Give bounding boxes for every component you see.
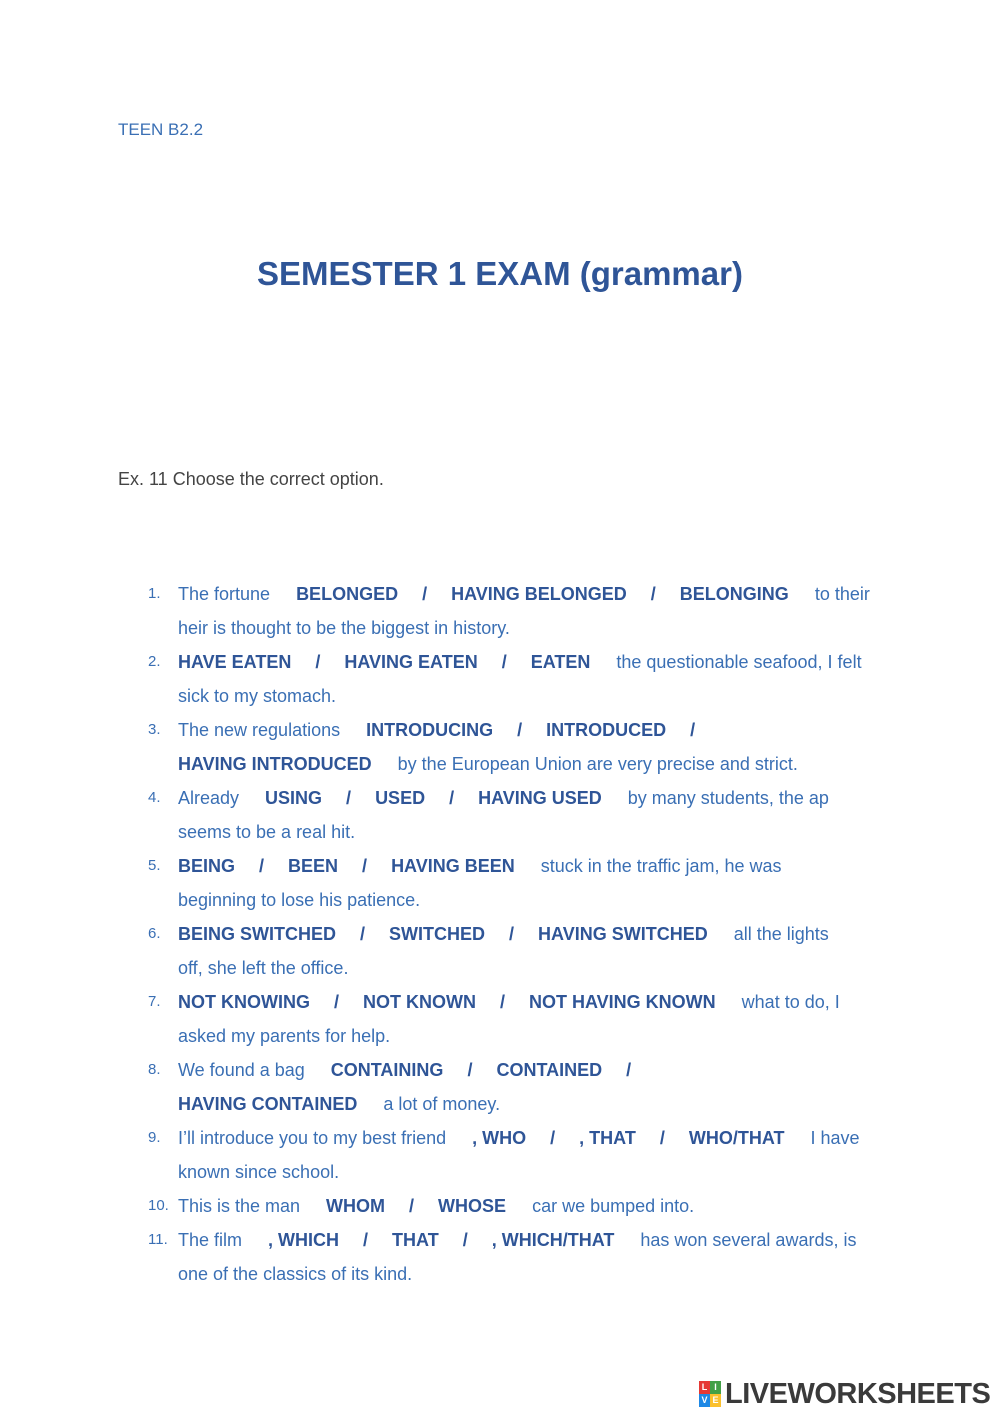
question-line <box>148 713 888 747</box>
question-item <box>148 1121 888 1189</box>
instruction: Ex. 11 Choose the correct option. <box>118 469 384 489</box>
question-text: known since school. <box>178 1162 340 1182</box>
option-separator: / <box>422 584 428 604</box>
answer-option[interactable]: CONTAINING <box>330 1060 444 1080</box>
answer-option[interactable]: BEING <box>178 856 236 876</box>
answer-option[interactable]: HAVING CONTAINED <box>178 1094 358 1114</box>
question-line <box>148 815 888 849</box>
answer-option[interactable]: THAT <box>392 1230 439 1250</box>
question-item <box>148 645 888 713</box>
option-separator: / <box>334 992 340 1012</box>
option-separator: / <box>509 924 515 944</box>
option-separator: / <box>626 1060 632 1080</box>
question-item <box>148 781 888 849</box>
logo-letter: E <box>710 1394 721 1407</box>
question-line <box>148 1257 888 1291</box>
option-separator: / <box>690 720 696 740</box>
question-line <box>148 1087 888 1121</box>
answer-option[interactable]: NOT KNOWING <box>178 992 310 1012</box>
liveworksheets-icon <box>699 1381 721 1407</box>
question-item <box>148 1189 888 1223</box>
question-text: a lot of money. <box>383 1094 501 1114</box>
question-text: by many students, the ap <box>627 788 829 808</box>
question-number: 3. <box>148 721 161 738</box>
question-text: Already <box>178 788 240 808</box>
question-number: 5. <box>148 857 161 874</box>
question-number: 1. <box>148 585 161 602</box>
question-line <box>148 1019 888 1053</box>
question-number: 7. <box>148 993 161 1010</box>
question-text: what to do, I <box>741 992 840 1012</box>
question-text: The film <box>178 1230 243 1250</box>
question-number: 8. <box>148 1061 161 1078</box>
option-separator: / <box>659 1128 665 1148</box>
question-text: We found a bag <box>178 1060 305 1080</box>
answer-option[interactable]: HAVING INTRODUCED <box>178 754 372 774</box>
question-text: sick to my stomach. <box>178 686 337 706</box>
logo-letter: I <box>710 1381 721 1394</box>
option-separator: / <box>501 652 507 672</box>
question-item <box>148 917 888 985</box>
answer-option[interactable]: , WHO <box>472 1128 527 1148</box>
answer-option[interactable]: BELONGING <box>679 584 789 604</box>
answer-option[interactable]: INTRODUCING <box>366 720 494 740</box>
option-separator: / <box>462 1230 468 1250</box>
option-separator: / <box>346 788 352 808</box>
question-text: I’ll introduce you to my best friend <box>178 1128 447 1148</box>
answer-option[interactable]: , WHICH <box>268 1230 340 1250</box>
answer-option[interactable]: INTRODUCED <box>546 720 667 740</box>
answer-option[interactable]: , WHICH/THAT <box>491 1230 615 1250</box>
answer-option[interactable]: CONTAINED <box>496 1060 603 1080</box>
answer-option[interactable]: EATEN <box>530 652 591 672</box>
option-separator: / <box>500 992 506 1012</box>
answer-option[interactable]: WHOM <box>326 1196 386 1216</box>
answer-option[interactable]: HAVE EATEN <box>178 652 292 672</box>
answer-option[interactable]: , THAT <box>579 1128 636 1148</box>
answer-option[interactable]: HAVING USED <box>478 788 602 808</box>
answer-option[interactable]: USED <box>375 788 426 808</box>
question-text: heir is thought to be the biggest in history. <box>178 618 510 638</box>
level-label: TEEN B2.2 <box>118 120 204 139</box>
answer-option[interactable]: SWITCHED <box>389 924 486 944</box>
question-item <box>148 713 888 781</box>
question-line <box>148 951 888 985</box>
question-text: The new regulations <box>178 720 341 740</box>
question-line <box>148 1189 888 1223</box>
question-line <box>148 985 888 1019</box>
option-separator: / <box>517 720 523 740</box>
answer-option[interactable]: NOT HAVING KNOWN <box>529 992 716 1012</box>
liveworksheets-logo <box>699 1378 990 1410</box>
question-item <box>148 1223 888 1291</box>
answer-option[interactable]: HAVING SWITCHED <box>538 924 708 944</box>
answer-option[interactable]: BELONGED <box>296 584 399 604</box>
question-number: 4. <box>148 789 161 806</box>
option-separator: / <box>409 1196 415 1216</box>
option-separator: / <box>363 1230 369 1250</box>
question-text: seems to be a real hit. <box>178 822 356 842</box>
question-line <box>148 1121 888 1155</box>
question-line <box>148 1053 888 1087</box>
question-text: I have <box>810 1128 860 1148</box>
page-title: SEMESTER 1 EXAM (grammar) <box>257 255 743 292</box>
question-line <box>148 679 888 713</box>
question-text: off, she left the office. <box>178 958 349 978</box>
question-text: to their <box>814 584 870 604</box>
answer-option[interactable]: HAVING EATEN <box>344 652 478 672</box>
question-item <box>148 1053 888 1121</box>
question-line <box>148 1155 888 1189</box>
answer-option[interactable]: USING <box>265 788 323 808</box>
question-line <box>148 849 888 883</box>
answer-option[interactable]: BEING SWITCHED <box>178 924 337 944</box>
question-text: asked my parents for help. <box>178 1026 391 1046</box>
question-text: beginning to lose his patience. <box>178 890 421 910</box>
logo-letter: V <box>699 1394 710 1407</box>
question-text: This is the man <box>178 1196 301 1216</box>
question-number: 2. <box>148 653 161 670</box>
question-number: 10. <box>148 1197 169 1214</box>
question-line <box>148 611 888 645</box>
question-line <box>148 883 888 917</box>
answer-option[interactable]: WHOSE <box>438 1196 507 1216</box>
question-number: 6. <box>148 925 161 942</box>
option-separator: / <box>315 652 321 672</box>
question-item <box>148 849 888 917</box>
answer-option[interactable]: HAVING BELONGED <box>451 584 627 604</box>
question-line <box>148 781 888 815</box>
question-text: all the lights <box>733 924 829 944</box>
question-text: The fortune <box>178 584 271 604</box>
question-number: 11. <box>148 1231 168 1248</box>
question-line <box>148 747 888 781</box>
answer-option[interactable]: WHO/THAT <box>688 1128 785 1148</box>
question-number: 9. <box>148 1129 161 1146</box>
question-text: stuck in the traffic jam, he was <box>540 856 782 876</box>
question-text: one of the classics of its kind. <box>178 1264 413 1284</box>
option-separator: / <box>259 856 265 876</box>
option-separator: / <box>550 1128 556 1148</box>
question-text: by the European Union are very precise and strict. <box>397 754 798 774</box>
question-line <box>148 917 888 951</box>
question-line <box>148 577 888 611</box>
question-item <box>148 577 888 645</box>
question-line <box>148 645 888 679</box>
answer-option[interactable]: BEEN <box>288 856 339 876</box>
question-text: car we bumped into. <box>532 1196 695 1216</box>
option-separator: / <box>650 584 656 604</box>
answer-option[interactable]: NOT KNOWN <box>363 992 476 1012</box>
option-separator: / <box>449 788 455 808</box>
option-separator: / <box>360 924 366 944</box>
brand-name: LIVEWORKSHEETS <box>725 1377 991 1410</box>
question-line <box>148 1223 888 1257</box>
option-separator: / <box>362 856 368 876</box>
option-separator: / <box>467 1060 473 1080</box>
logo-letter: L <box>699 1381 710 1394</box>
question-item <box>148 985 888 1053</box>
question-text: the questionable seafood, I felt <box>616 652 862 672</box>
answer-option[interactable]: HAVING BEEN <box>391 856 515 876</box>
question-text: has won several awards, is <box>640 1230 857 1250</box>
